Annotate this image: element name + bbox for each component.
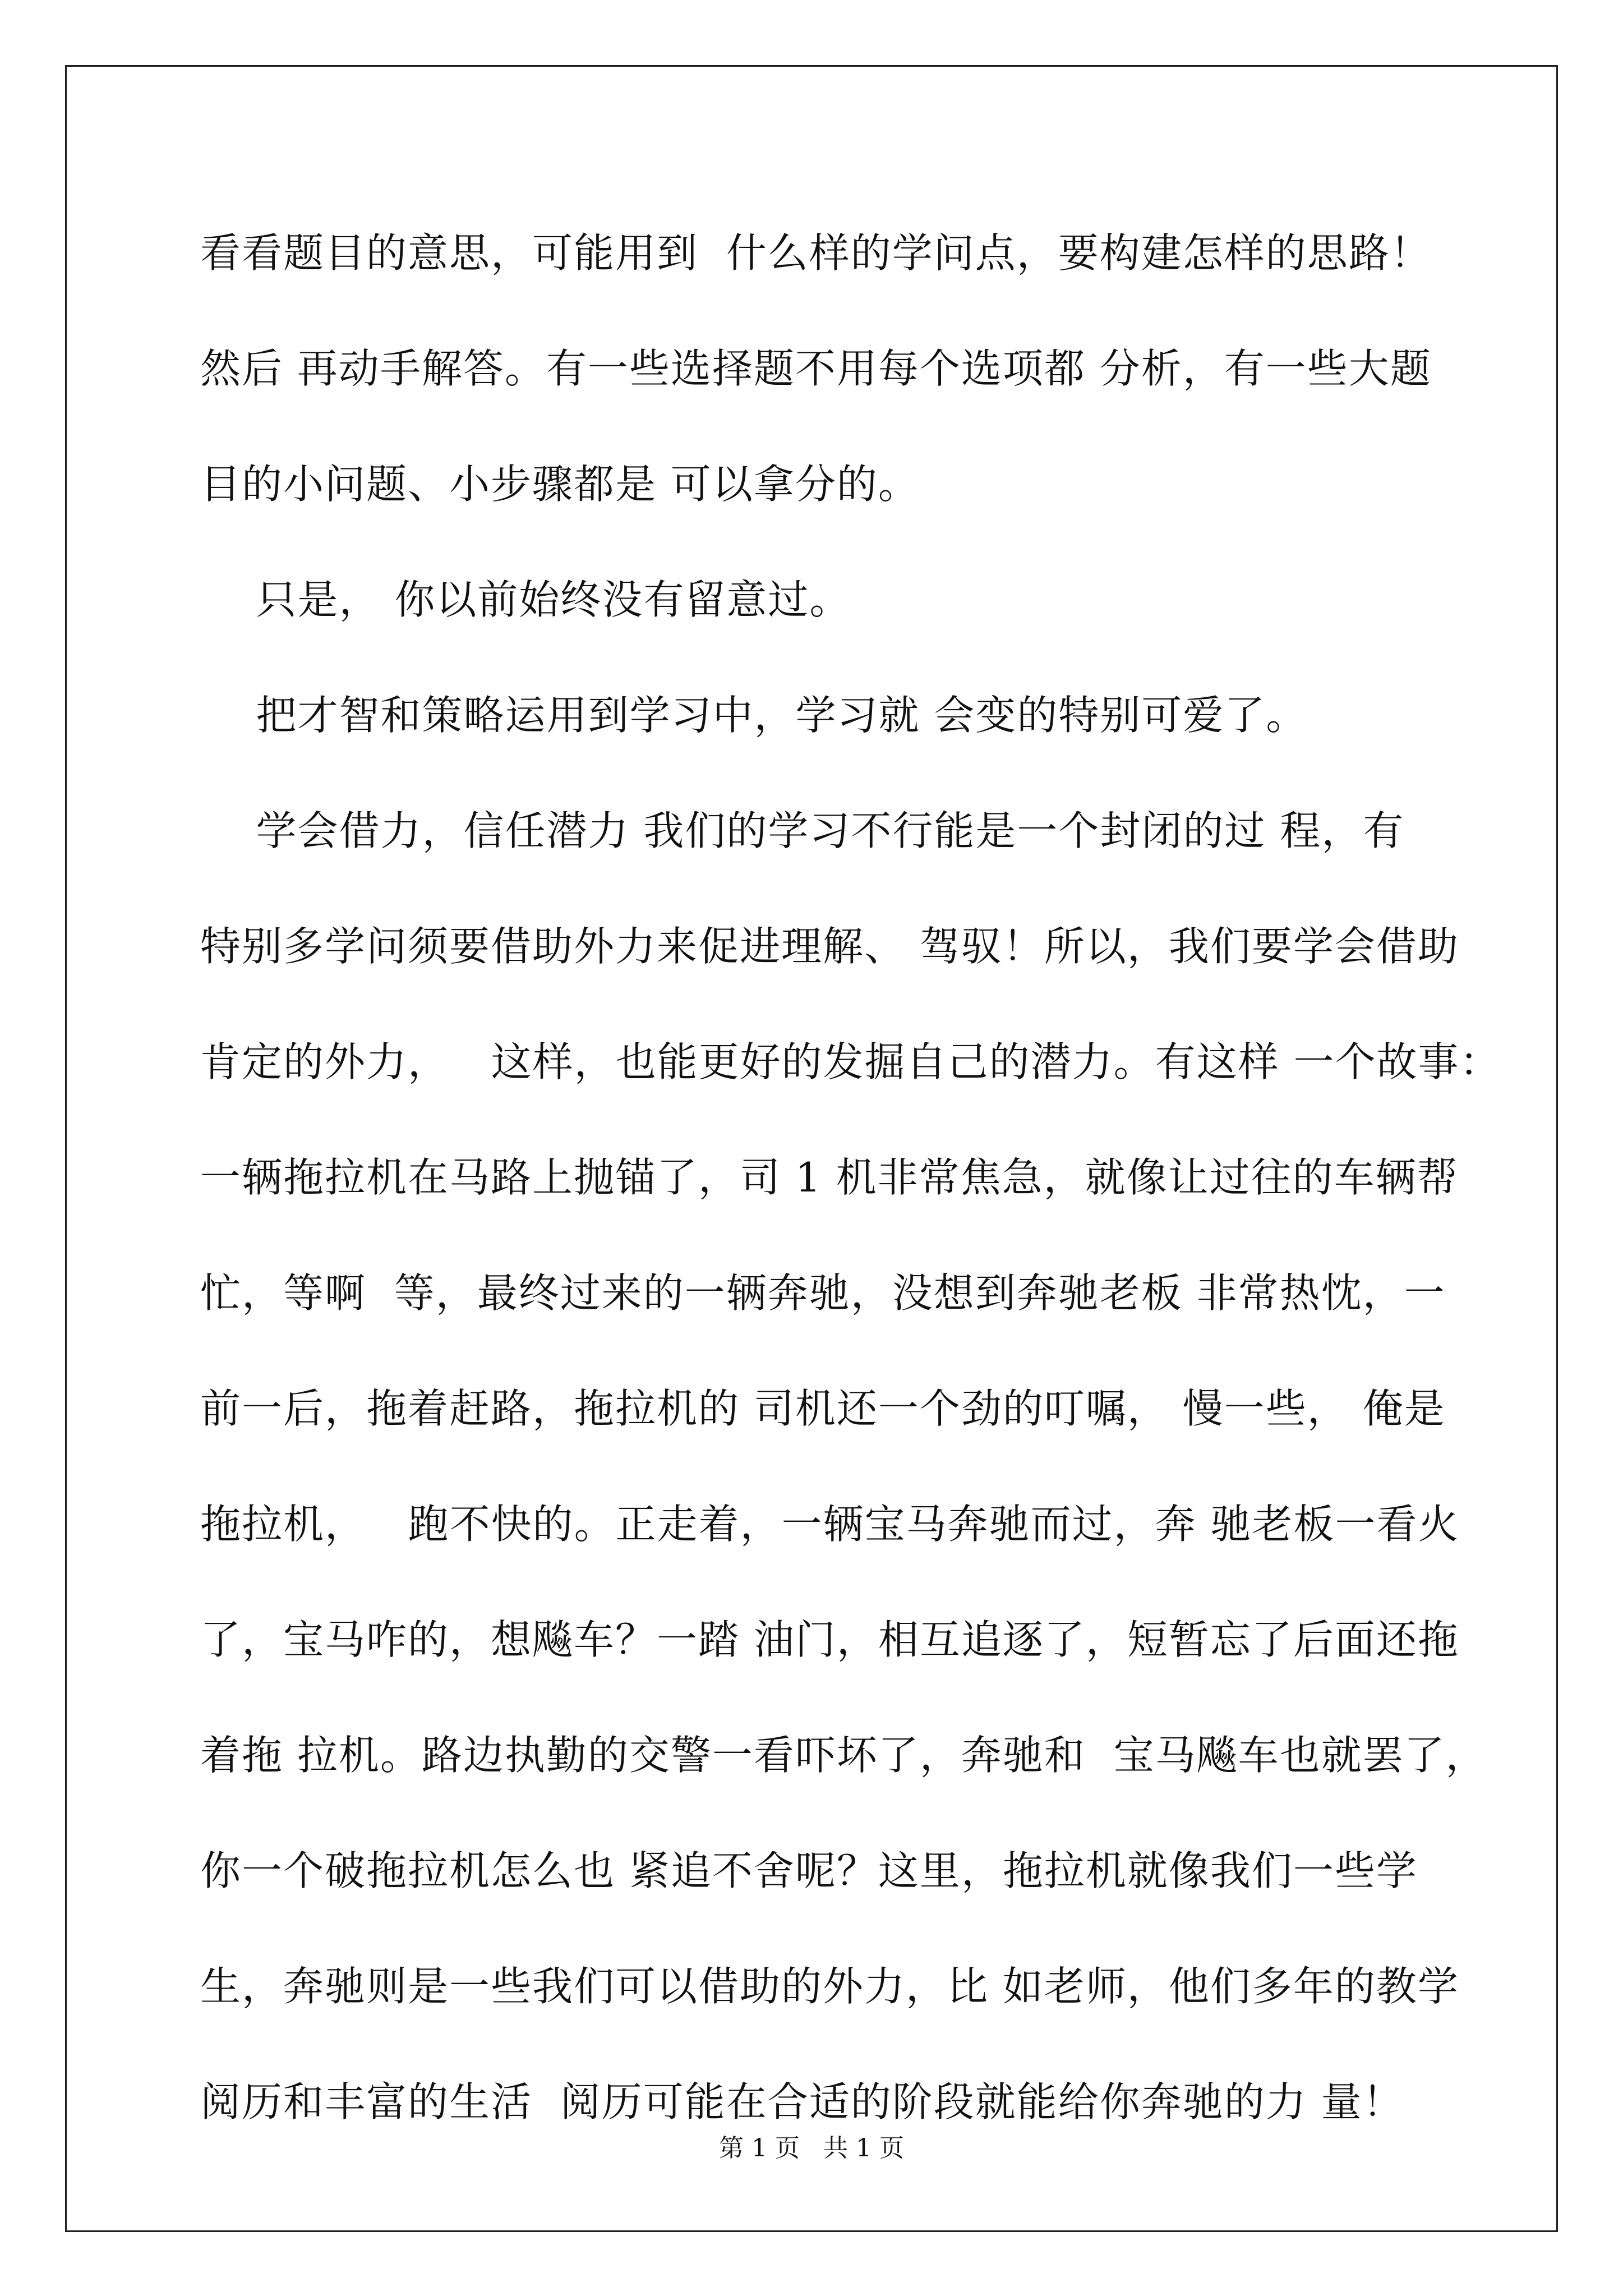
text-line: 拖拉机， 跑不快的。正走着，一辆宝马奔驰而过，奔 驰老板一看火 (200, 1501, 1460, 1548)
text-line: 一辆拖拉机在马路上抛锚了，司 1 机非常焦急，就像让过往的车辆帮 (200, 1154, 1459, 1201)
text-line: 肯定的外力， 这样，也能更好的发掘自己的潜力。有这样 一个故事： (200, 1038, 1501, 1085)
text-line: 把才智和策略运用到学习中，学习就 会变的特别可爱了。 (200, 692, 1308, 739)
text-line: 着拖 拉机。路边执勤的交警一看吓坏了，奔驰和 宝马飚车也就罢了， (200, 1732, 1487, 1779)
text-line: 目的小问题、小步骤都是 可以拿分的。 (200, 461, 920, 508)
text-line: 阅历和丰富的生活 阅历可能在合适的阶段就能给你奔驰的力 量！ (200, 2078, 1404, 2125)
text-line: 生，奔驰则是一些我们可以借助的外力，比 如老师，他们多年的教学 (200, 1963, 1459, 2010)
text-line: 你一个破拖拉机怎么也 紧追不舍呢？这里，拖拉机就像我们一些学 (200, 1847, 1418, 1894)
text-line: 特别多学问须要借助外力来促进理解、 驾驭！所以，我们要学会借助 (200, 923, 1459, 970)
text-line: 看看题目的意思，可能用到 什么样的学问点，要构建怎样的思路！ (200, 229, 1432, 277)
text-line: 学会借力，信任潜力 我们的学习不行能是一个封闭的过 程，有 (200, 807, 1405, 854)
page-footer: 第 1 页 共 1 页 (719, 2134, 904, 2162)
text-line: 然后 再动手解答。有一些选择题不用每个选项都 分析，有一些大题 (200, 345, 1432, 392)
document-body (200, 211, 1501, 2175)
text-line: 前一后，拖着赶路，拖拉机的 司机还一个劲的叮嘱， 慢一些， 俺是 (200, 1385, 1446, 1432)
text-line: 忙，等啊 等，最终过来的一辆奔驰，没想到奔驰老板 非常热忱，一 (200, 1269, 1446, 1317)
text-line: 了，宝马咋的，想飚车？一踏 油门，相互追逐了，短暂忘了后面还拖 (200, 1616, 1459, 1663)
text-line: 只是， 你以前始终没有留意过。 (200, 576, 851, 623)
